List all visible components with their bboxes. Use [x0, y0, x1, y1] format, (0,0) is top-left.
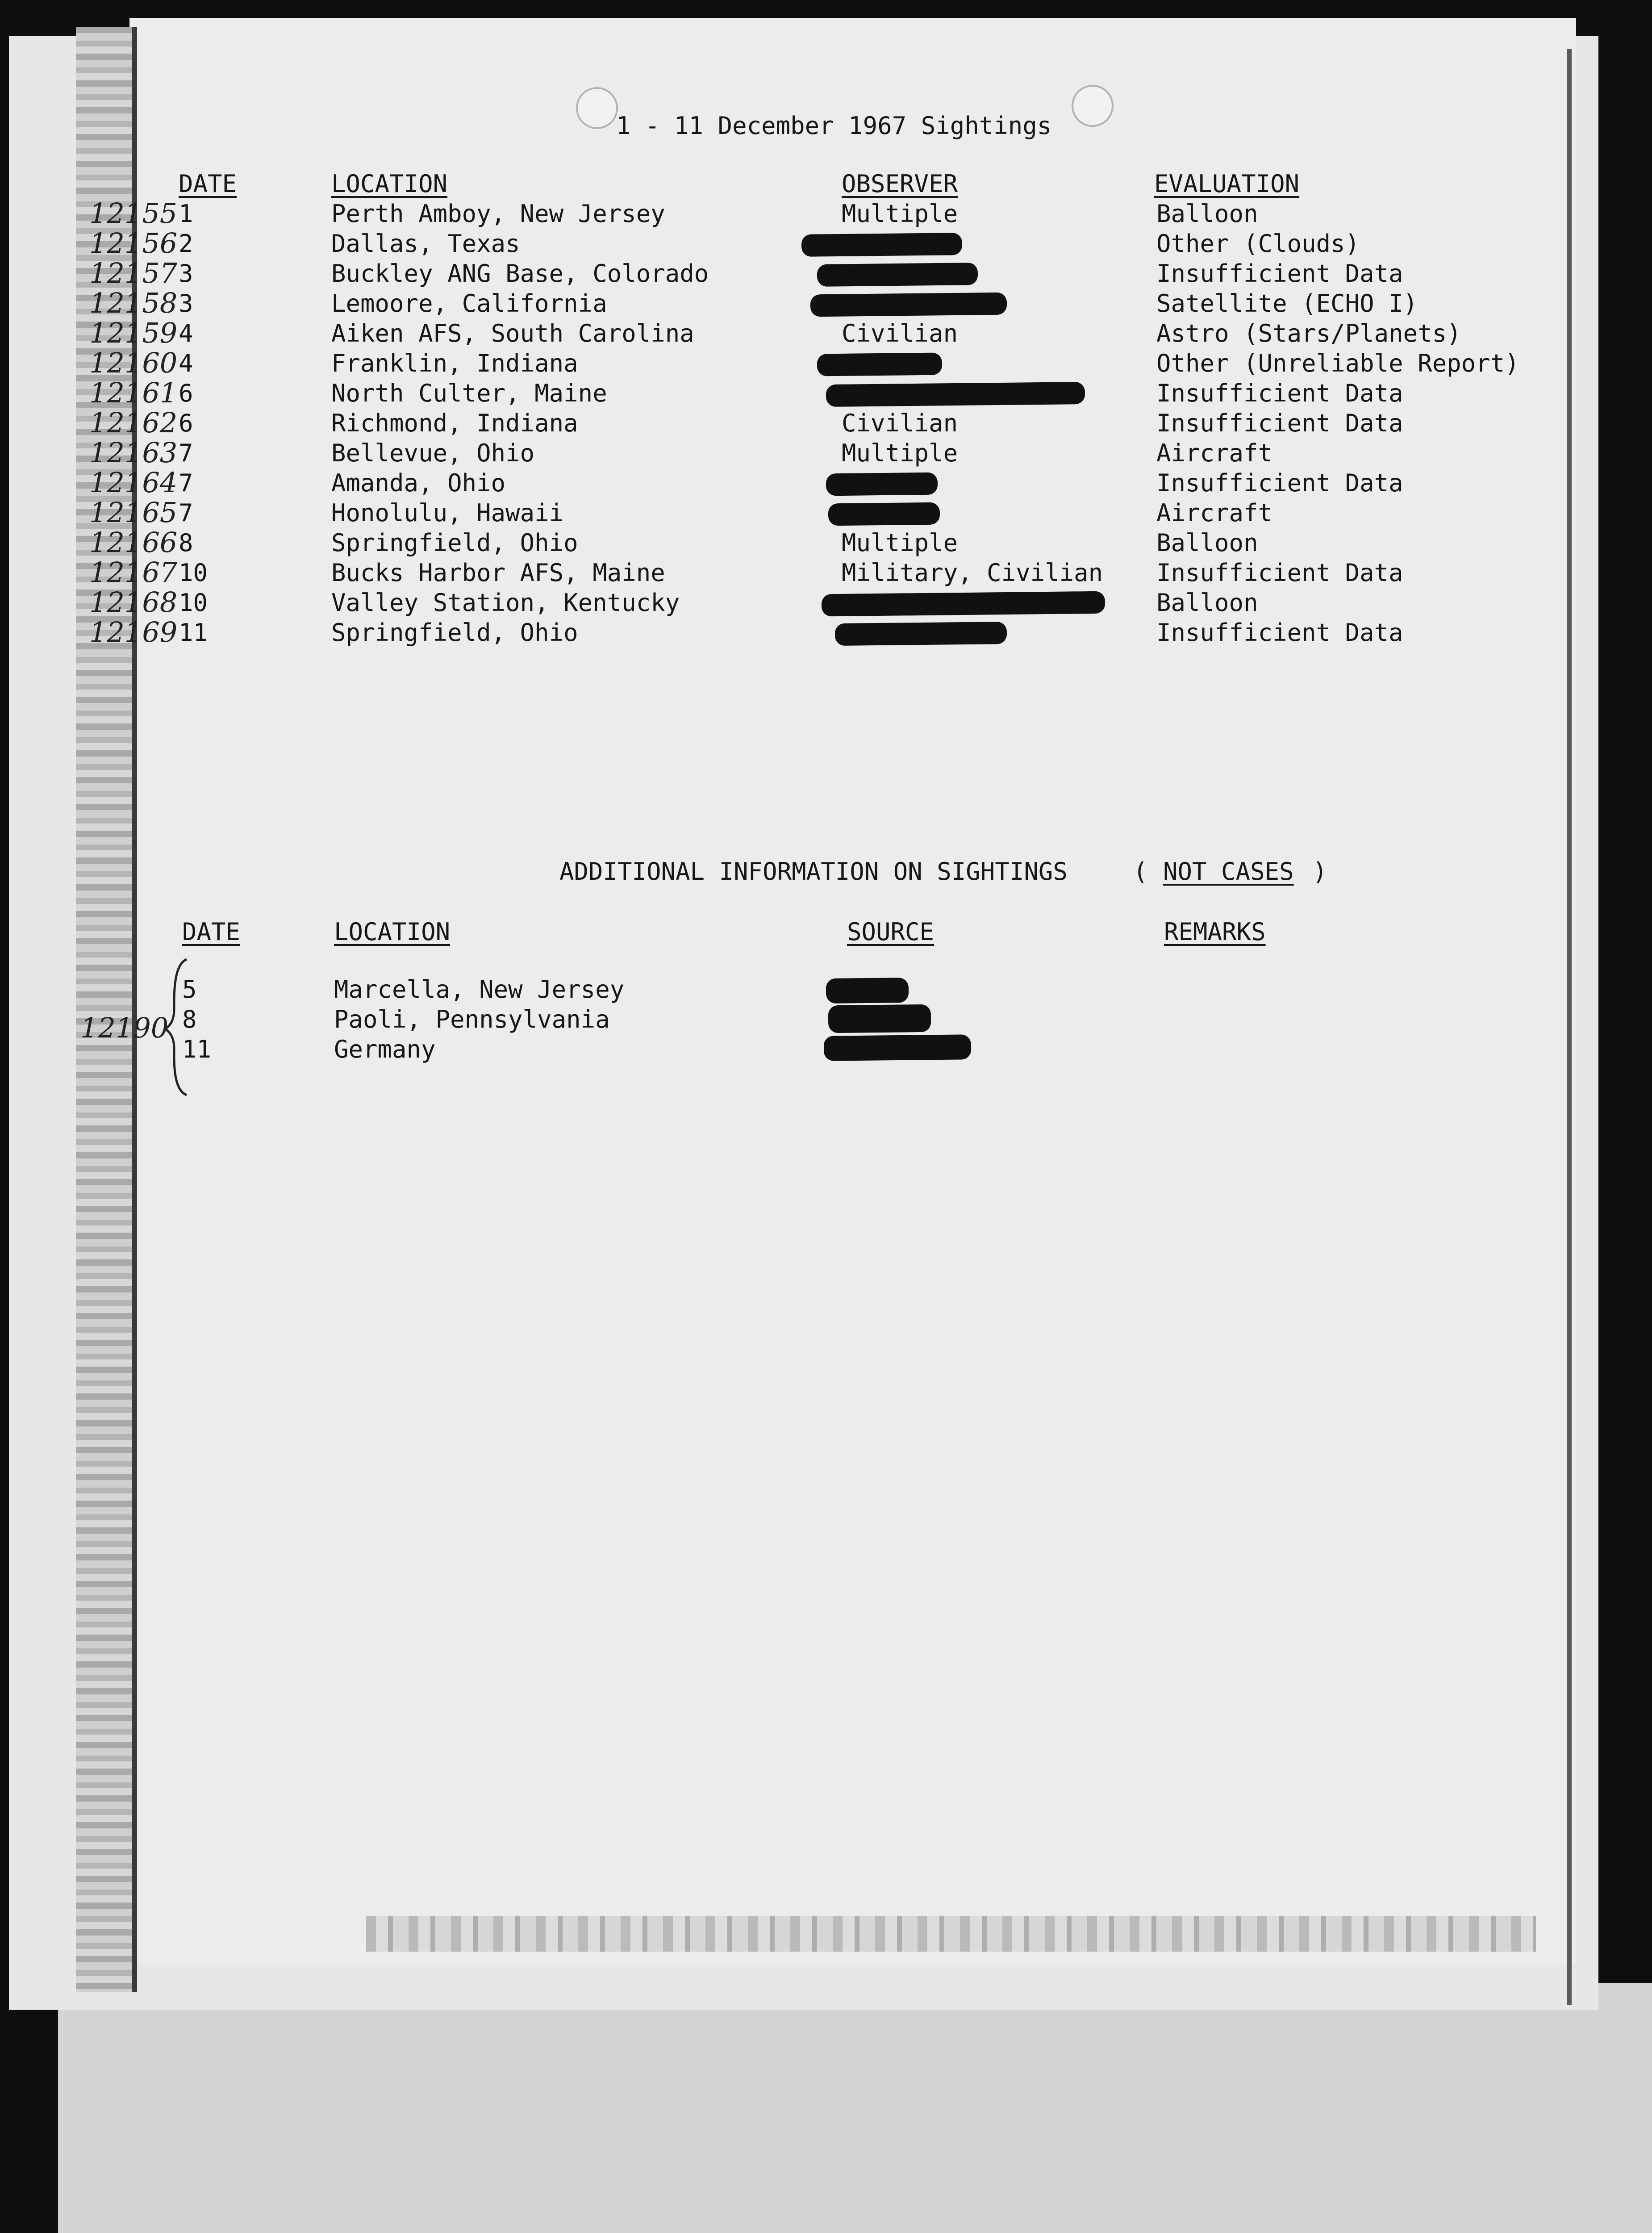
row-evaluation: Insufficient Data [1156, 619, 1403, 647]
case-number: 12156 [89, 227, 178, 259]
right-page-edge [1567, 49, 1572, 2005]
additional-row-location: Paoli, Pennsylvania [334, 1005, 610, 1033]
case-number: 12159 [89, 317, 178, 349]
row-location: Perth Amboy, New Jersey [331, 200, 665, 228]
row-evaluation: Other (Clouds) [1156, 230, 1360, 258]
row-date: 6 [179, 409, 193, 437]
row-observer: Multiple [842, 529, 958, 557]
row-location: Franklin, Indiana [331, 349, 578, 377]
row-date: 3 [179, 289, 193, 318]
case-number: 12164 [89, 466, 178, 499]
row-location: Springfield, Ohio [331, 619, 578, 647]
row-location: North Culter, Maine [331, 379, 607, 407]
row-date: 8 [179, 529, 193, 557]
case-number: 12163 [89, 436, 178, 469]
header-location: LOCATION [331, 170, 448, 198]
case-number: 12162 [89, 406, 178, 439]
row-evaluation: Insufficient Data [1156, 469, 1403, 497]
row-date: 3 [179, 259, 193, 288]
punch-hole-right [1072, 85, 1114, 127]
underlying-page [58, 1983, 1652, 2233]
row-date: 11 [179, 619, 208, 647]
row-date: 1 [179, 200, 193, 228]
redacted-source [824, 1034, 972, 1061]
not-cases-note: NOT CASES [1163, 857, 1294, 886]
row-location: Aiken AFS, South Carolina [331, 319, 694, 347]
row-date: 7 [179, 439, 193, 467]
row-location: Buckley ANG Base, Colorado [331, 259, 709, 288]
redacted-observer [826, 473, 938, 496]
row-date: 10 [179, 559, 208, 587]
row-location: Richmond, Indiana [331, 409, 578, 437]
row-location: Bellevue, Ohio [331, 439, 535, 467]
row-location: Bucks Harbor AFS, Maine [331, 559, 665, 587]
row-evaluation: Balloon [1156, 589, 1258, 617]
row-date: 6 [179, 379, 193, 407]
note-open-paren: ( [1133, 857, 1148, 886]
redacted-observer [810, 293, 1007, 317]
punch-hole-left [576, 87, 618, 129]
case-number: 12167 [89, 556, 178, 589]
row-observer: Multiple [842, 439, 958, 467]
row-evaluation: Other (Unreliable Report) [1156, 349, 1519, 377]
row-date: 4 [179, 349, 193, 377]
redacted-source [826, 978, 909, 1004]
row-date: 4 [179, 319, 193, 347]
case-number: 12169 [89, 616, 178, 648]
case-number: 12161 [89, 376, 178, 409]
row-location: Valley Station, Kentucky [331, 589, 680, 617]
additional-case-number: 12190 [80, 1012, 169, 1044]
case-number: 12168 [89, 586, 178, 619]
row-observer: Civilian [842, 319, 958, 347]
additional-header-source: SOURCE [847, 918, 934, 946]
header-observer: OBSERVER [842, 170, 958, 198]
row-evaluation: Balloon [1156, 200, 1258, 228]
header-evaluation: EVALUATION [1154, 170, 1300, 198]
row-evaluation: Insufficient Data [1156, 409, 1403, 437]
redacted-observer [817, 353, 943, 376]
row-observer: Multiple [842, 200, 958, 228]
row-observer: Civilian [842, 409, 958, 437]
case-number: 12165 [89, 496, 178, 529]
row-evaluation: Insufficient Data [1156, 379, 1403, 407]
note-close-paren: ) [1313, 857, 1327, 886]
additional-header-date: DATE [182, 918, 241, 946]
row-evaluation: Aircraft [1156, 439, 1273, 467]
row-location: Dallas, Texas [331, 230, 520, 258]
case-number: 12157 [89, 257, 178, 289]
row-date: 7 [179, 499, 193, 527]
row-evaluation: Balloon [1156, 529, 1258, 557]
row-date: 10 [179, 589, 208, 617]
row-location: Springfield, Ohio [331, 529, 578, 557]
redacted-observer [822, 591, 1105, 617]
redacted-observer [826, 382, 1085, 407]
row-evaluation: Insufficient Data [1156, 559, 1403, 587]
page-title: 1 - 11 December 1967 Sightings [616, 112, 1052, 140]
row-location: Honolulu, Hawaii [331, 499, 564, 527]
header-date: DATE [179, 170, 237, 198]
case-number: 12158 [89, 287, 178, 319]
redacted-observer [817, 263, 978, 287]
additional-row-location: Marcella, New Jersey [334, 975, 625, 1004]
row-observer: Military, Civilian [842, 559, 1103, 587]
row-evaluation: Insufficient Data [1156, 259, 1403, 288]
case-number: 12160 [89, 347, 178, 379]
redacted-observer [835, 622, 1007, 646]
row-date: 2 [179, 230, 193, 258]
additional-row-date: 11 [182, 1035, 212, 1063]
redacted-source [828, 1004, 931, 1033]
row-evaluation: Aircraft [1156, 499, 1273, 527]
additional-header-remarks: REMARKS [1164, 918, 1266, 946]
row-location: Amanda, Ohio [331, 469, 506, 497]
additional-row-location: Germany [334, 1035, 436, 1063]
additional-title: ADDITIONAL INFORMATION ON SIGHTINGS [559, 857, 1068, 886]
additional-row-date: 8 [182, 1005, 197, 1033]
additional-header-location: LOCATION [334, 918, 451, 946]
redacted-observer [801, 233, 963, 257]
row-evaluation: Astro (Stars/Planets) [1156, 319, 1461, 347]
bottom-smudge [366, 1916, 1536, 1952]
row-location: Lemoore, California [331, 289, 607, 318]
case-number: 12155 [89, 197, 178, 230]
row-evaluation: Satellite (ECHO I) [1156, 289, 1418, 318]
case-number: 12166 [89, 526, 178, 559]
row-date: 7 [179, 469, 193, 497]
redacted-observer [828, 502, 940, 526]
additional-row-date: 5 [182, 975, 197, 1004]
